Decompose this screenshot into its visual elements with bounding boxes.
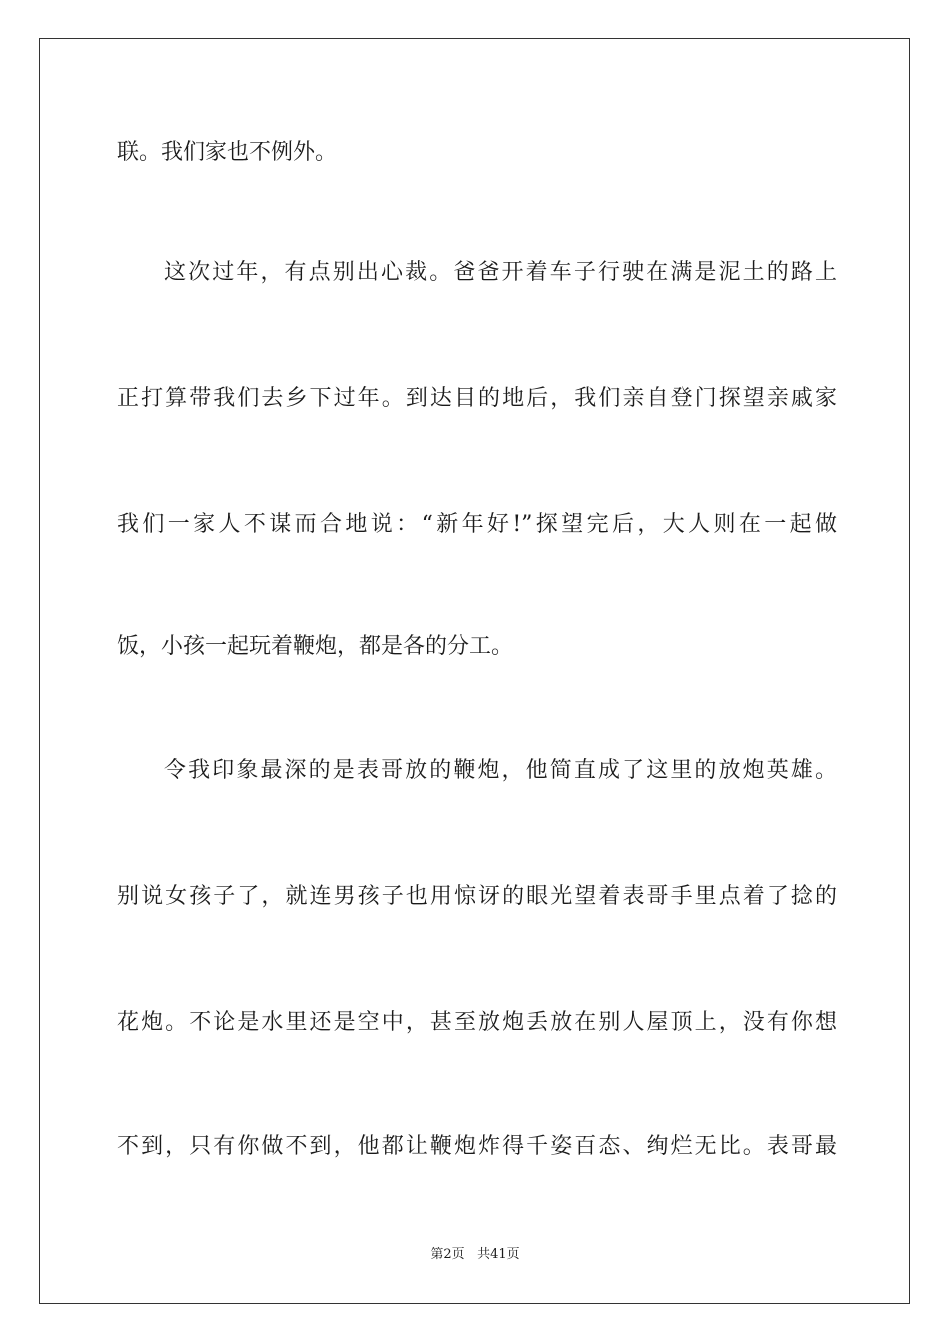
footer-spacer [465,1247,477,1262]
page-number: 第2页 [430,1247,465,1262]
text-line: 花炮。不论是水里还是空中，甚至放炮丢放在别人屋顶上，没有你想 [117,1010,837,1035]
text-line: 不到，只有你做不到，他都让鞭炮炸得千姿百态、绚烂无比。表哥最 [117,1134,837,1159]
text-line: 正打算带我们去乡下过年。到达目的地后，我们亲自登门探望亲戚家 [117,386,837,411]
text-line: 我们一家人不谋而合地说：“新年好!”探望完后，大人则在一起做 [117,512,837,537]
page-footer [0,1246,950,1264]
text-line: 这次过年，有点别出心裁。爸爸开着车子行驶在满是泥土的路上 [164,260,837,285]
text-line: 令我印象最深的是表哥放的鞭炮，他简直成了这里的放炮英雄。 [164,758,837,783]
text-line: 别说女孩子了，就连男孩子也用惊讶的眼光望着表哥手里点着了捻的 [117,884,837,909]
text-line: 联。我们家也不例外。 [117,140,338,165]
text-line: 饭，小孩一起玩着鞭炮，都是各的分工。 [117,634,514,659]
page-border [39,38,910,1304]
total-pages: 共41页 [477,1247,520,1262]
